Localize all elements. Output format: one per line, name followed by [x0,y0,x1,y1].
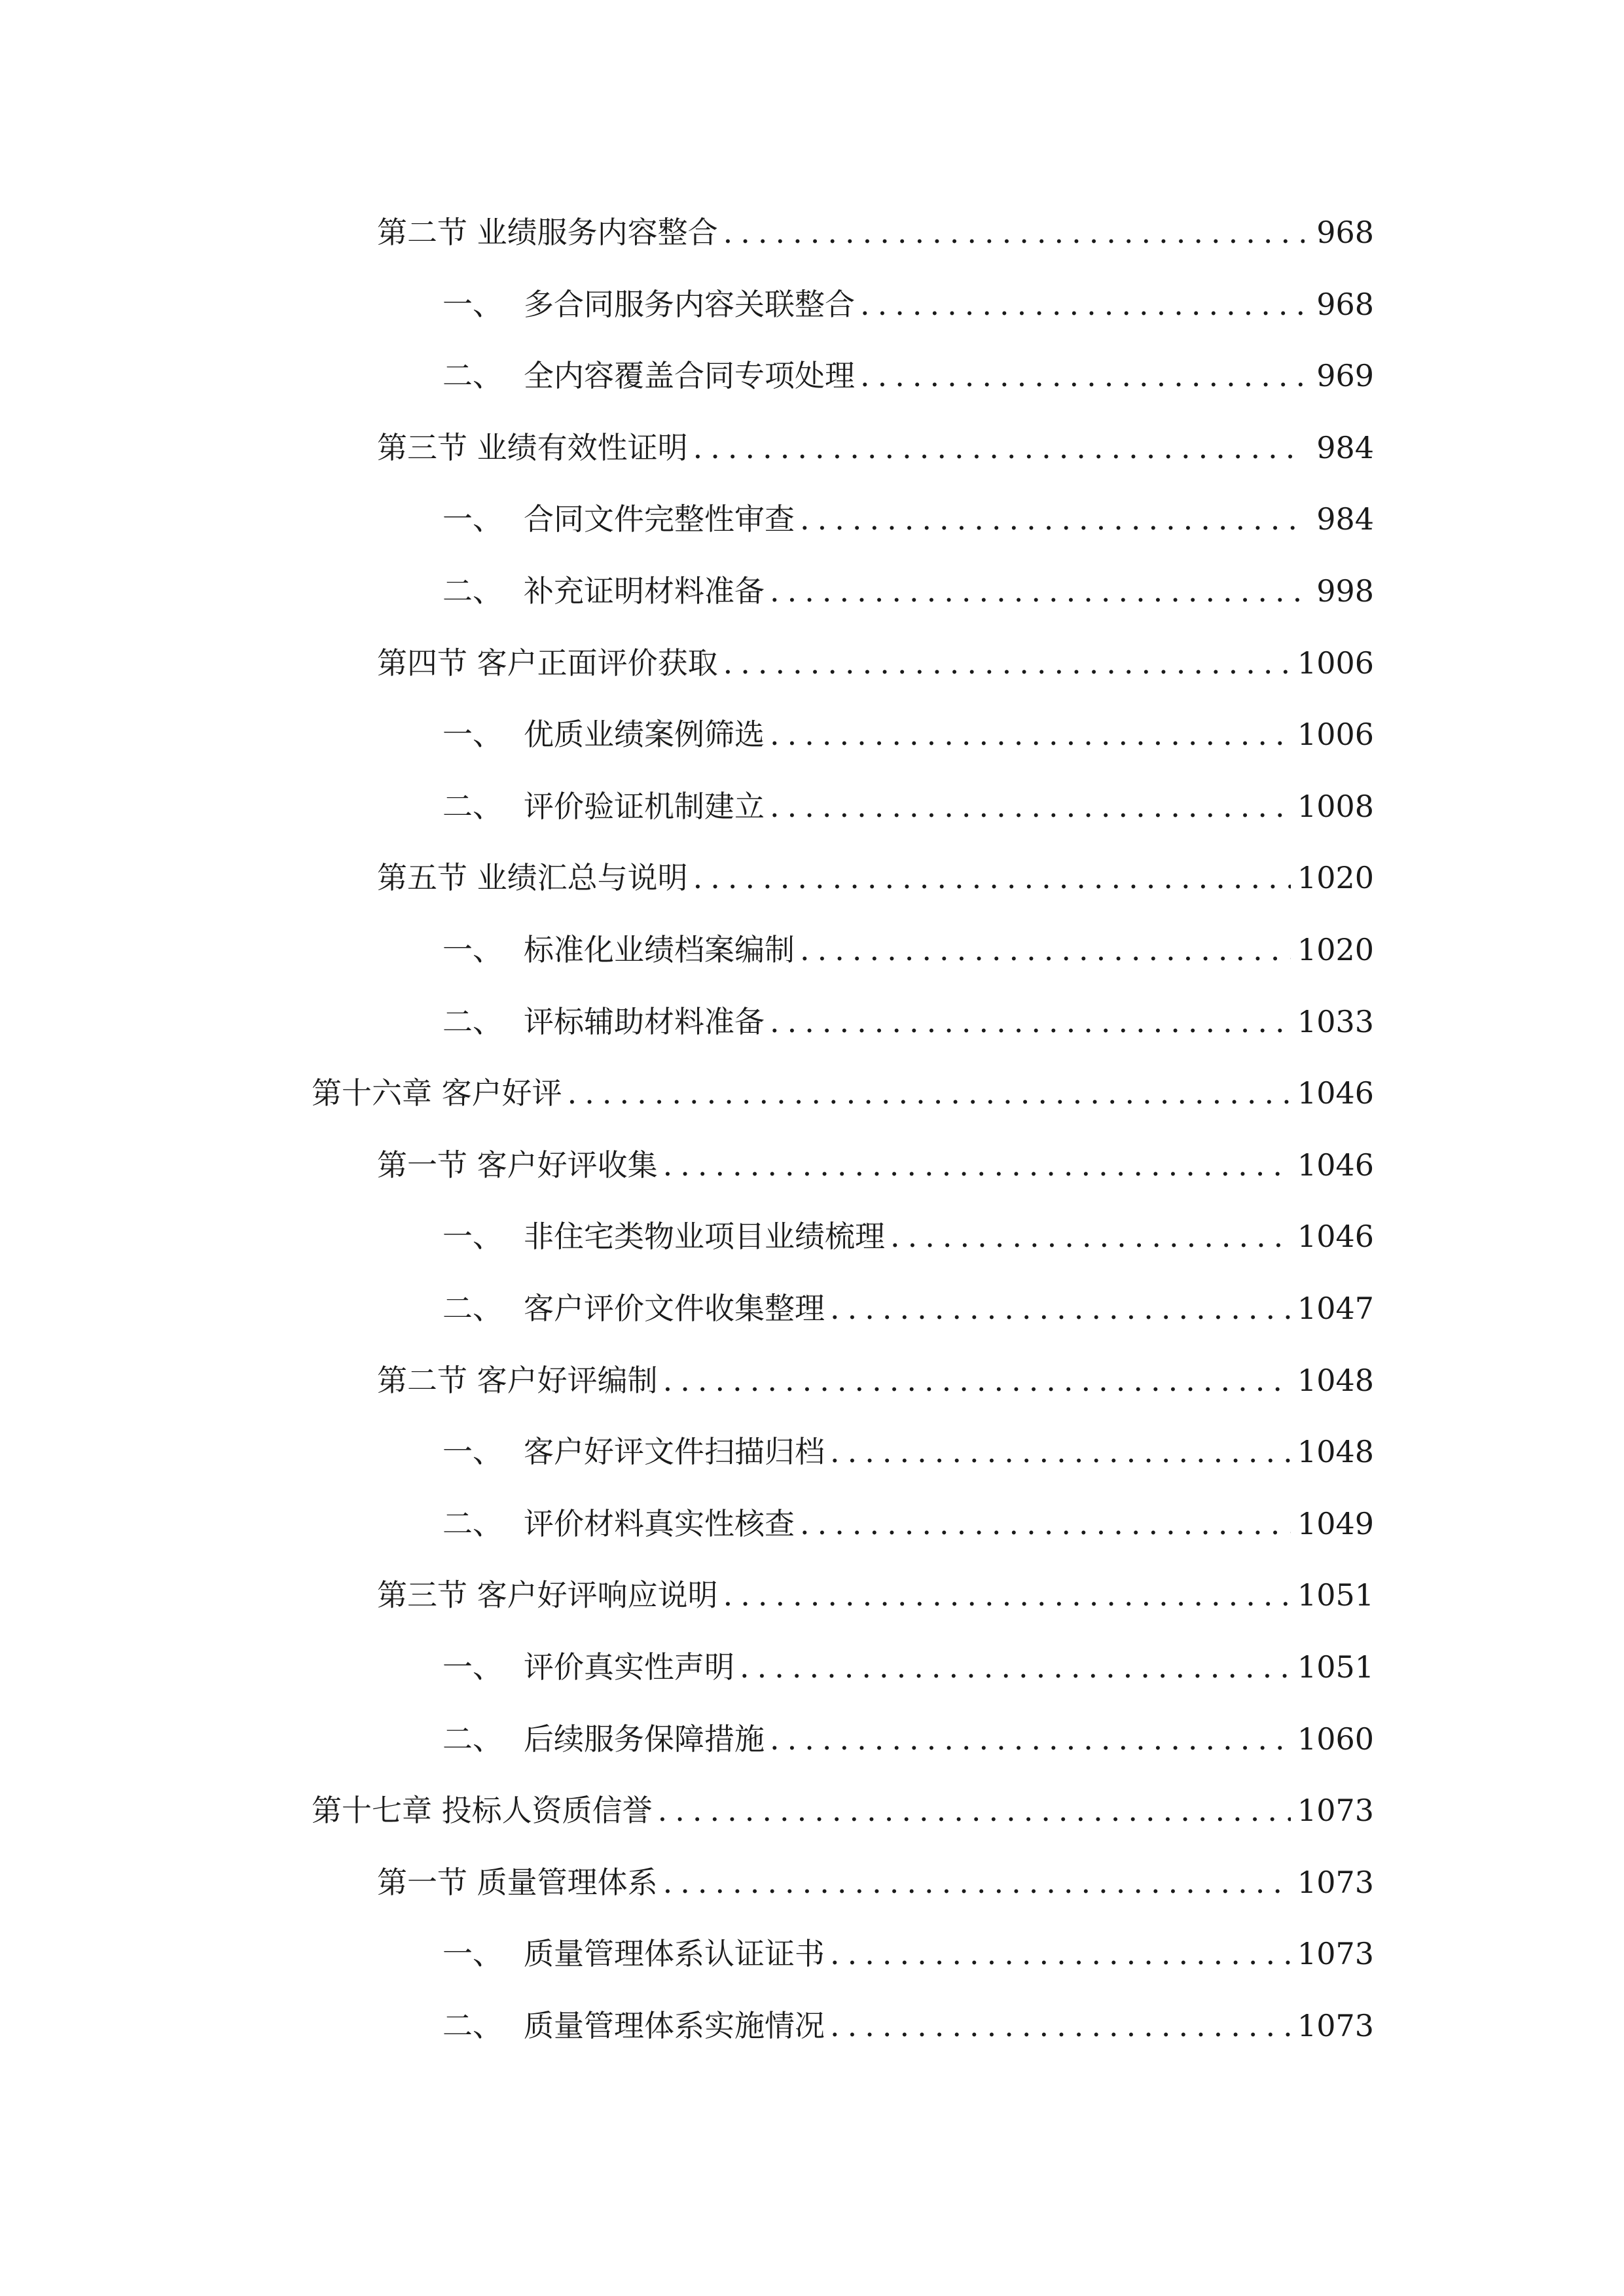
toc-dot-leader [800,493,1305,545]
toc-entry-title: 多合同服务内容关联整合 [524,287,855,322]
toc-entry[interactable] [442,1928,1374,1980]
toc-entry-marker: 一、 [442,1219,503,1254]
toc-entry-page-number: 1073 [1297,2008,1374,2043]
toc-dot-leader [693,422,1305,474]
toc-entry-title: 第一节 质量管理体系 [377,1865,658,1900]
toc-entry-title: 第五节 业绩汇总与说明 [377,860,688,895]
toc-entry[interactable] [442,1282,1374,1335]
toc-entry[interactable] [442,708,1374,761]
toc-entry-title: 合同文件完整性审查 [524,501,795,537]
toc-entry-page-number: 984 [1316,430,1374,465]
toc-entry-title: 后续服务保障措施 [524,1721,765,1757]
toc-dot-leader [740,1641,1291,1693]
toc-entry-page-number: 969 [1316,358,1374,393]
toc-entry[interactable] [442,924,1374,976]
toc-dot-leader [693,852,1291,904]
toc-dot-leader [770,708,1291,761]
toc-entry-title: 客户好评文件扫描归档 [524,1434,825,1469]
toc-entry-title: 评价验证机制建立 [524,789,765,824]
toc-entry-title: 全内容覆盖合同专项处理 [524,358,855,393]
toc-dot-leader [770,996,1291,1048]
toc-entry-page-number: 968 [1316,215,1374,250]
toc-entry[interactable] [442,1641,1374,1693]
toc-entry[interactable] [442,278,1374,331]
toc-entry-page-number: 1046 [1297,1075,1374,1111]
toc-entry-marker: 一、 [442,501,503,537]
toc-entry-page-number: 1008 [1297,789,1374,824]
toc-dot-leader [800,924,1291,976]
toc-dot-leader [658,1784,1291,1837]
toc-entry-title: 优质业绩案例筛选 [524,717,765,752]
toc-entry-marker: 二、 [442,2008,503,2043]
toc-entry-title: 评标辅助材料准备 [524,1004,765,1039]
toc-entry-marker: 二、 [442,358,503,393]
toc-entry-title: 客户评价文件收集整理 [524,1291,825,1326]
toc-entry-marker: 二、 [442,1291,503,1326]
toc-entry[interactable] [377,206,1374,259]
toc-entry-page-number: 1006 [1297,717,1374,752]
toc-dot-leader [830,2000,1291,2052]
toc-dot-leader [723,637,1291,689]
toc-entry-title: 第三节 业绩有效性证明 [377,430,688,465]
toc-entry[interactable] [377,1856,1374,1909]
toc-entry-page-number: 984 [1316,501,1374,537]
toc-entry-page-number: 1049 [1297,1506,1374,1541]
toc-entry[interactable] [442,493,1374,545]
toc-entry-title: 质量管理体系认证证书 [524,1936,825,1971]
toc-entry-marker: 二、 [442,573,503,609]
toc-entry[interactable] [442,780,1374,833]
toc-entry-page-number: 1047 [1297,1291,1374,1326]
toc-entry-title: 第四节 客户正面评价获取 [377,645,718,681]
toc-entry[interactable] [442,565,1374,617]
toc-dot-leader [770,565,1305,617]
toc-entry-page-number: 1073 [1297,1793,1374,1828]
toc-entry-page-number: 1033 [1297,1004,1374,1039]
toc-dot-leader [830,1928,1291,1980]
toc-entry-marker: 一、 [442,287,503,322]
toc-dot-leader [770,780,1291,833]
toc-entry-title: 第十七章 投标人资质信誉 [312,1793,653,1828]
toc-entry-title: 质量管理体系实施情况 [524,2008,825,2043]
toc-entry-page-number: 1046 [1297,1147,1374,1183]
toc-entry[interactable] [377,1569,1374,1621]
toc-entry-marker: 一、 [442,1434,503,1469]
toc-entry[interactable] [312,1784,1374,1837]
toc-entry-marker: 二、 [442,1721,503,1757]
toc-entry-title: 第十六章 客户好评 [312,1075,562,1111]
toc-dot-leader [770,1713,1291,1765]
toc-dot-leader [800,1498,1291,1550]
toc-entry[interactable] [377,422,1374,474]
toc-entry-page-number: 1048 [1297,1363,1374,1398]
toc-entry-marker: 一、 [442,1936,503,1971]
toc-dot-leader [860,350,1305,402]
toc-dot-leader [830,1282,1291,1335]
toc-entry-title: 评价材料真实性核查 [524,1506,795,1541]
toc-entry-page-number: 1051 [1297,1649,1374,1685]
toc-dot-leader [723,206,1305,259]
toc-entry[interactable] [377,1139,1374,1191]
toc-entry-marker: 二、 [442,1004,503,1039]
toc-entry[interactable] [442,1713,1374,1765]
toc-entry-page-number: 1020 [1297,860,1374,895]
toc-entry[interactable] [377,1354,1374,1407]
toc-dot-leader [663,1139,1291,1191]
toc-entry-marker: 二、 [442,789,503,824]
toc-entry[interactable] [442,1426,1374,1478]
toc-dot-leader [860,278,1305,331]
toc-entry[interactable] [377,637,1374,689]
toc-entry-page-number: 968 [1316,287,1374,322]
toc-entry-page-number: 1051 [1297,1577,1374,1613]
toc-entry-page-number: 1048 [1297,1434,1374,1469]
toc-dot-leader [830,1426,1291,1478]
toc-entry[interactable] [377,852,1374,904]
toc-entry-title: 标准化业绩档案编制 [524,932,795,967]
toc-entry[interactable] [442,1210,1374,1263]
toc-entry-marker: 一、 [442,717,503,752]
toc-entry[interactable] [442,2000,1374,2052]
toc-entry[interactable] [442,1498,1374,1550]
toc-entry-page-number: 998 [1316,573,1374,609]
toc-entry-title: 非住宅类物业项目业绩梳理 [524,1219,885,1254]
toc-entry[interactable] [442,996,1374,1048]
toc-dot-leader [568,1067,1291,1119]
toc-entry-page-number: 1060 [1297,1721,1374,1757]
toc-entry-title: 第三节 客户好评响应说明 [377,1577,718,1613]
toc-entry-page-number: 1073 [1297,1936,1374,1971]
toc-dot-leader [663,1354,1291,1407]
toc-entry-page-number: 1006 [1297,645,1374,681]
toc-entry-title: 评价真实性声明 [524,1649,734,1685]
toc-entry-marker: 二、 [442,1506,503,1541]
toc-entry-marker: 一、 [442,1649,503,1685]
toc-dot-leader [663,1856,1291,1909]
toc-entry[interactable] [442,350,1374,402]
toc-entry[interactable] [312,1067,1374,1119]
toc-entry-page-number: 1073 [1297,1865,1374,1900]
toc-entry-title: 补充证明材料准备 [524,573,765,609]
toc-dot-leader [890,1210,1291,1263]
toc-entry-page-number: 1046 [1297,1219,1374,1254]
toc-entry-page-number: 1020 [1297,932,1374,967]
toc-entry-title: 第二节 业绩服务内容整合 [377,215,718,250]
toc-entry-title: 第一节 客户好评收集 [377,1147,658,1183]
toc-dot-leader [723,1569,1291,1621]
toc-entry-marker: 一、 [442,932,503,967]
toc-entry-title: 第二节 客户好评编制 [377,1363,658,1398]
